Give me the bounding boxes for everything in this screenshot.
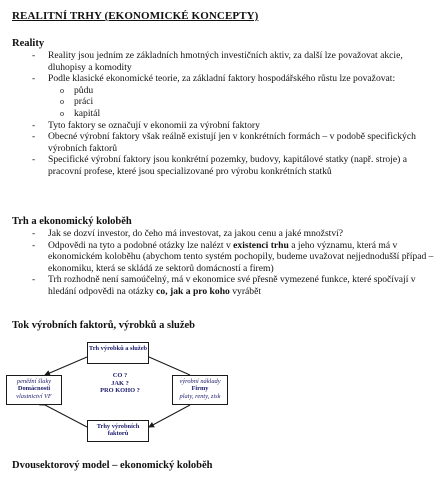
list-item: - Obecné výrobní faktory však reálně existují jen v konkrétních formách – v podobě specifických výrobních faktorů bbox=[32, 131, 416, 154]
list-item: - Trh rozhodně není samoúčelný, má v ekonomice své přesně vymezené funkce, které spočívají v hledání odpovědi na otázky co, jak a pro koho vyrábět bbox=[32, 274, 416, 297]
section-heading-two-sector: Dvousektorový model – ekonomický koloběh bbox=[12, 460, 213, 471]
sub-list-item: o kapitál bbox=[60, 107, 101, 119]
list-item: - Tyto faktory se označují v ekonomii za výrobní faktory bbox=[32, 119, 260, 131]
section-heading-reality: Reality bbox=[12, 38, 45, 49]
list-item: - Jak se dozví investor, do čeho má investovat, za jakou cenu a jaké množství? bbox=[32, 228, 344, 239]
list-item: - Reality jsou jedním ze základních hmotných investičních aktiv, za další lze považovat akcie, dluhopisy a komodity bbox=[32, 50, 403, 73]
list-item: - Odpovědi na tyto a podobné otázky lze nalézt v existenci trhu a jeho významu, která má v ekonomickém koloběhu (abychom tento systém pochopily, budeme uvažovat nejjednodušší případ – ekonomiku, která se skládá ze sektorů domácností a firem) bbox=[32, 239, 434, 274]
arrow-bottom-left bbox=[45, 405, 87, 427]
section-heading-market: Trh a ekonomický koloběh bbox=[12, 216, 132, 227]
reality-list bbox=[12, 50, 437, 178]
market-list bbox=[12, 228, 437, 298]
arrow-bottom-right bbox=[149, 405, 190, 427]
box-goods-market: Trh výrobků a služeb bbox=[87, 342, 149, 364]
sub-list-item: o práci bbox=[60, 96, 94, 108]
center-questions: CO ? JAK ? PRO KOHO ? bbox=[100, 372, 140, 395]
circular-flow-diagram bbox=[0, 335, 443, 447]
section-heading-flow: Tok výrobních faktorů, výrobků a služeb bbox=[12, 320, 196, 331]
box-factor-market: Trhy výrobních faktorů bbox=[87, 420, 149, 442]
box-households: peněžní šlaky Domácnosti vlastnictví VF bbox=[6, 375, 62, 405]
box-firms: výrobní náklady Firmy platy, renty, zisk bbox=[172, 375, 228, 405]
list-item: - Podle klasické ekonomické teorie, za základní faktory hospodářského růstu lze považovat: bbox=[32, 73, 396, 85]
page-title: REALITNÍ TRHY (EKONOMICKÉ KONCEPTY) bbox=[12, 10, 259, 22]
list-item: - Specifické výrobní faktory jsou konkrétní pozemky, budovy, kapitálové statky (např. stroje) a pracovní profese, které jsou specializované pro výrobu konkrétních statků bbox=[32, 154, 407, 177]
arrow-top-left bbox=[45, 357, 87, 375]
arrow-top-right bbox=[149, 357, 190, 375]
sub-list-item: o půdu bbox=[60, 84, 94, 96]
